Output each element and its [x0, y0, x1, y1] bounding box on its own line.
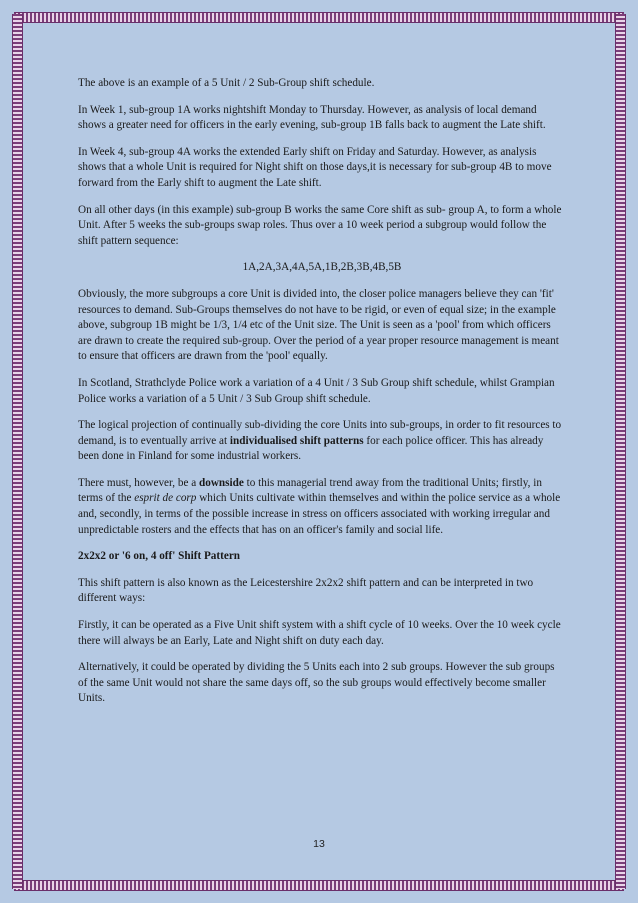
paragraph-downside: There must, however, be a downside to this managerial trend away from the traditional Units; firstly, in terms of the esprit de corp which Units cultivate within themselves and within the police service as a whole and, secondly, in terms of the possible increase in stress on officers associated with working irregular and unpredictable rosters and the effects that has on an officer's family and social life.	[78, 476, 561, 536]
paragraph-other-days: On all other days (in this example) sub-group B works the same Core shift as sub- group A, to form a whole Unit. After 5 weeks the sub-groups swap roles. Thus over a 10 week period a subgroup would follow the shift pattern sequence:	[78, 203, 562, 247]
paragraph-scotland: In Scotland, Strathclyde Police work a variation of a 4 Unit / 3 Sub Group shift schedule, whilst Grampian Police works a variation of a 5 Unit / 3 Sub Group shift schedule.	[78, 376, 555, 405]
paragraph-leicestershire: This shift pattern is also known as the Leicestershire 2x2x2 shift pattern and can be interpreted in two different ways:	[78, 576, 534, 605]
page-border-left	[12, 14, 23, 889]
paragraph-week4: In Week 4, sub-group 4A works the extended Early shift on Friday and Saturday. However, as analysis shows that a whole Unit is required for Night shift on those days,it is necessary for sub-group 4B to move forward from the Early shift to augment the Late shift.	[78, 145, 552, 189]
shift-sequence: 1A,2A,3A,4A,5A,1B,2B,3B,4B,5B	[242, 261, 402, 274]
paragraph-projection: The logical projection of continually sub-dividing the core Units into sub-groups, in order to fit resources to demand, is to eventually arrive at individualised shift patterns for each police officer. This has already been done in Finland for some industrial workers.	[78, 419, 562, 463]
document-body	[78, 76, 566, 718]
page-number: 13	[313, 838, 325, 850]
paragraph-intro: The above is an example of a 5 Unit / 2 Sub-Group shift schedule.	[78, 77, 375, 89]
paragraph-alternatively: Alternatively, it could be operated by dividing the 5 Units each into 2 sub groups. However the sub groups of the same Unit would not share the same days off, so the sub groups would effectively become smaller Units.	[78, 661, 555, 705]
bold-individualised: individualised shift patterns	[229, 434, 364, 447]
bold-downside: downside	[199, 476, 244, 489]
section-heading: 2x2x2 or '6 on, 4 off' Shift Pattern	[78, 550, 241, 563]
page-border-top	[14, 12, 624, 23]
paragraph-firstly: Firstly, it can be operated as a Five Unit shift system with a shift cycle of 10 weeks. Over the 10 week cycle there will always be an Early, Late and Night shift on duty each day.	[78, 619, 561, 647]
paragraph-subgroups: Obviously, the more subgroups a core Unit is divided into, the closer police managers believe they can 'fit' resources to demand. Sub-Groups themselves do not have to be rigid, or even of equal size; in the example above, subgroup 1B might be 1/3, 1/4 etc of the Unit size. The Unit is seen as a 'pool' from which officers are drawn to create the required sub-group. Over the period of a year proper resource management is meant to ensure that officers are drawn from the 'pool' equally.	[78, 287, 559, 363]
page-border-right	[615, 14, 626, 889]
paragraph-week1: In Week 1, sub-group 1A works nightshift Monday to Thursday. However, as analysis of local demand shows a greater need for officers in the early evening, sub-group 1B falls back to augment the Late shift.	[78, 103, 546, 132]
italic-esprit: esprit de corp	[134, 492, 197, 505]
page-border-bottom	[14, 880, 624, 891]
